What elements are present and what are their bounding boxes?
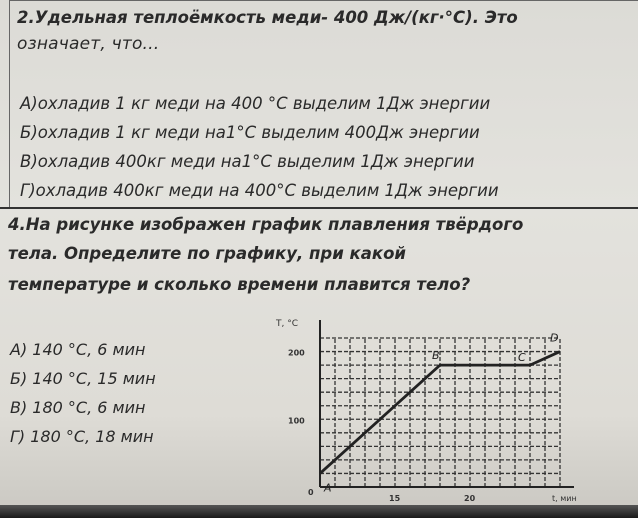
q2-option-g: Г)охладив 400кг меди на 400°С выделим 1Дж энергии bbox=[20, 181, 499, 200]
y-tick-label: 0 bbox=[308, 488, 314, 497]
q2-option-a: А)охладив 1 кг меди на 400 °С выделим 1Дж энергии bbox=[20, 94, 491, 113]
q2-option-v: В)охладив 400кг меди на1°С выделим 1Дж энергии bbox=[20, 152, 475, 171]
point-label-b: B bbox=[432, 349, 440, 363]
y-tick-label: 200 bbox=[288, 348, 305, 358]
q4-text-line3: температуре и сколько времени плавится тело? bbox=[8, 275, 471, 294]
x-tick-label: 20 bbox=[464, 494, 476, 503]
q4-text-line1: 4.На рисунке изображен график плавления твёрдого bbox=[8, 215, 524, 234]
q4-option-a: А) 140 °С, 6 мин bbox=[10, 340, 146, 359]
q2-text-line2: означает, что... bbox=[17, 34, 160, 54]
point-label-a: A bbox=[324, 481, 332, 495]
q4-text-line2: тела. Определите по графику, при какой bbox=[8, 244, 406, 263]
photo-edge bbox=[0, 505, 638, 518]
q4-option-b: Б) 140 °С, 15 мин bbox=[10, 369, 156, 388]
x-axis-label: t, мин bbox=[552, 494, 577, 503]
point-label-c: C bbox=[518, 351, 526, 365]
q4-option-v: В) 180 °С, 6 мин bbox=[10, 398, 146, 417]
y-axis-label: T, °C bbox=[276, 319, 299, 329]
x-tick-label: 15 bbox=[389, 494, 401, 503]
q2-option-b: Б)охладив 1 кг меди на1°С выделим 400Дж энергии bbox=[20, 123, 480, 142]
y-tick-label: 100 bbox=[288, 416, 305, 426]
point-label-d: D bbox=[550, 331, 559, 345]
q2-text-line1: 2.Удельная теплоёмкость меди- 400 Дж/(кг·°С). Это bbox=[17, 8, 518, 27]
q4-option-g: Г) 180 °С, 18 мин bbox=[10, 427, 154, 446]
